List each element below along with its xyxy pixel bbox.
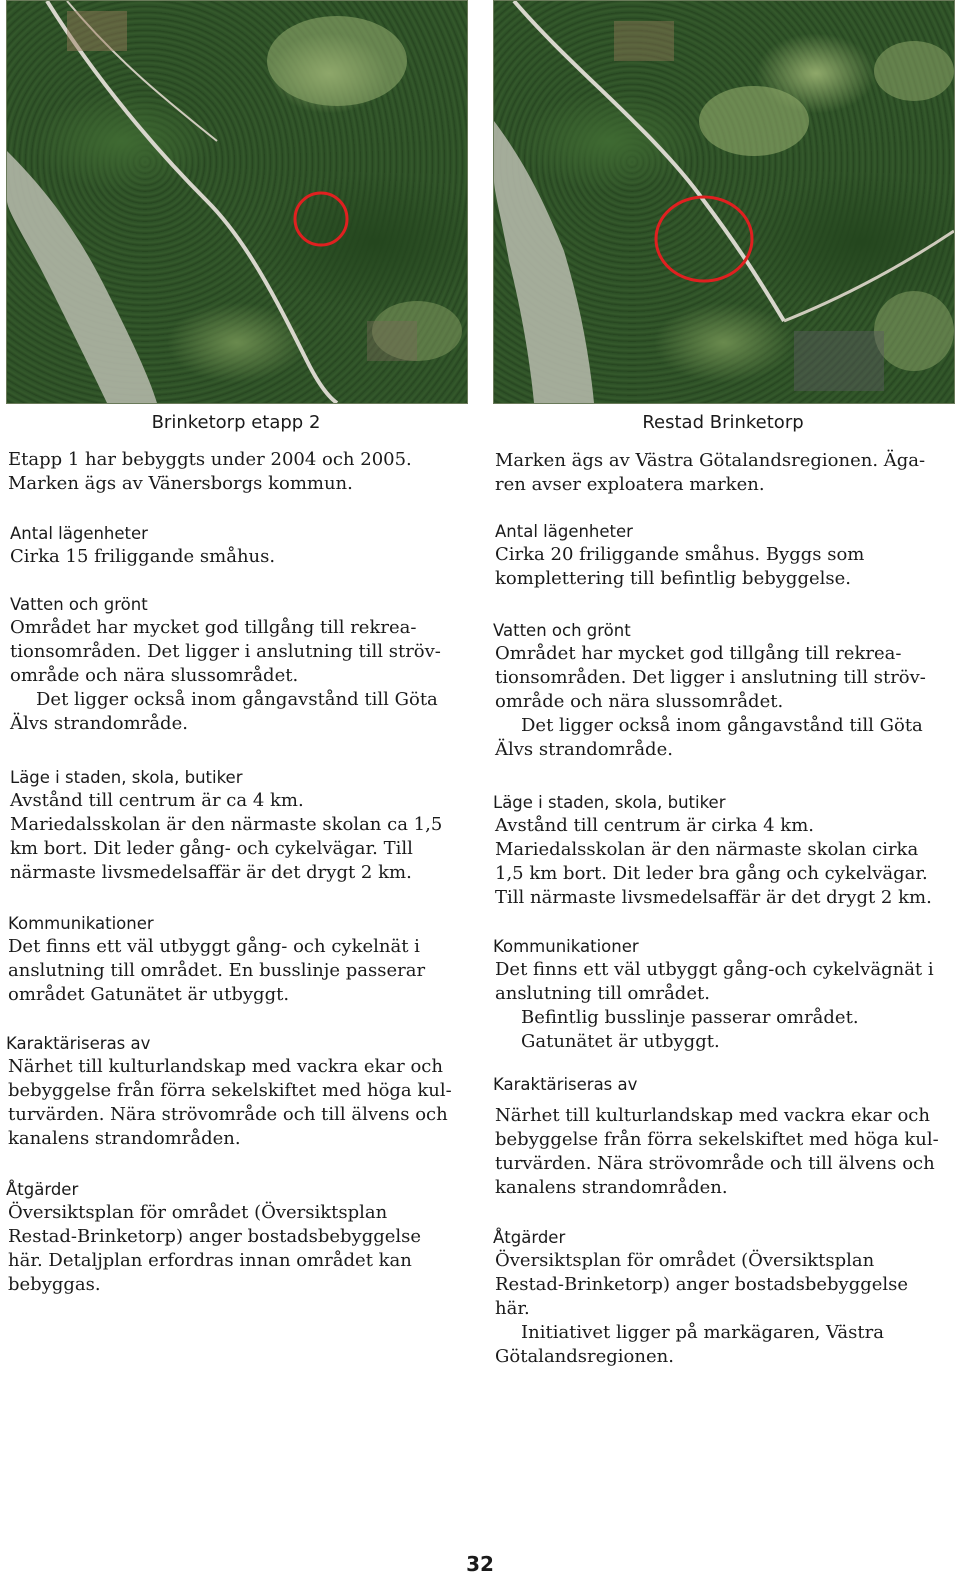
aerial-photo-overlay xyxy=(7,1,467,403)
section-heading: Kommunikationer xyxy=(493,937,639,956)
section-line: Cirka 20 friliggande småhus. Byggs som xyxy=(495,544,865,565)
section-heading: Antal lägenheter xyxy=(495,522,633,541)
section-line: kanalens strandområden. xyxy=(8,1128,241,1149)
section-line: Avstånd till centrum är ca 4 km. xyxy=(10,790,304,811)
section-heading: Läge i staden, skola, butiker xyxy=(10,768,243,787)
section-line: Området har mycket god tillgång till rekrea- xyxy=(495,643,902,664)
section-heading: Vatten och grönt xyxy=(493,621,631,640)
section-line: km bort. Dit leder gång- och cykelvägar. Till xyxy=(10,838,413,859)
aerial-photo-restad-brinketorp xyxy=(493,0,955,404)
section-line: Översiktsplan för området (Översiktsplan xyxy=(495,1250,875,1271)
intro-line: Marken ägs av Vänersborgs kommun. xyxy=(8,473,353,494)
photo-caption: Brinketorp etapp 2 xyxy=(151,412,321,433)
section-line: turvärden. Nära strövområde och till älvens och xyxy=(8,1104,448,1125)
section-line: här. xyxy=(495,1298,530,1319)
section-line: anslutning till området. En busslinje passerar xyxy=(8,960,426,981)
section-line: tionsområden. Det ligger i anslutning till ströv- xyxy=(495,667,926,688)
section-heading: Åtgärder xyxy=(6,1180,79,1199)
section-line: Restad-Brinketorp) anger bostadsbebyggelse xyxy=(8,1226,422,1247)
intro-line: Marken ägs av Västra Götalandsregionen. Äga- xyxy=(495,450,926,471)
intro-line: Etapp 1 har bebyggts under 2004 och 2005. xyxy=(8,449,412,470)
section-line: tionsområden. Det ligger i anslutning till ströv- xyxy=(10,641,441,662)
section-heading: Vatten och grönt xyxy=(10,595,148,614)
marker-circle xyxy=(295,193,347,245)
marker-circle xyxy=(656,197,752,281)
section-line: Älvs strandområde. xyxy=(10,713,188,734)
section-line: närmaste livsmedelsaffär är det drygt 2 km. xyxy=(10,862,412,883)
section-heading: Kommunikationer xyxy=(8,914,154,933)
photo-caption: Restad Brinketorp xyxy=(642,412,804,433)
section-line: Avstånd till centrum är cirka 4 km. xyxy=(495,815,814,836)
section-line: anslutning till området. xyxy=(495,983,710,1004)
section-line: Cirka 15 friliggande småhus. xyxy=(10,546,276,567)
aerial-photo-brinketorp-etapp-2 xyxy=(6,0,468,404)
aerial-photo-overlay xyxy=(494,1,954,403)
section-line: Det ligger också inom gångavstånd till Göta xyxy=(36,689,438,710)
right-text-block xyxy=(495,449,953,497)
section-line: Närhet till kulturlandskap med vackra ekar och xyxy=(8,1056,443,1077)
section-line: bebyggelse från förra sekelskiftet med höga kul- xyxy=(495,1129,939,1150)
section-heading: Antal lägenheter xyxy=(10,524,148,543)
section-line: kanalens strandområden. xyxy=(495,1177,728,1198)
section-line: Restad-Brinketorp) anger bostadsbebyggelse xyxy=(495,1274,909,1295)
section-line: området Gatunätet är utbyggt. xyxy=(8,984,290,1005)
section-line: Mariedalsskolan är den närmaste skolan cirka xyxy=(495,839,919,860)
section-line: Till närmaste livsmedelsaffär är det drygt 2 km. xyxy=(495,887,932,908)
section-line: Området har mycket god tillgång till rekrea- xyxy=(10,617,417,638)
section-line: bebyggas. xyxy=(8,1274,101,1295)
section-line: komplettering till befintlig bebyggelse. xyxy=(495,568,851,589)
section-heading: Åtgärder xyxy=(493,1228,566,1247)
section-heading: Karaktäriseras av xyxy=(6,1034,151,1053)
section-line: 1,5 km bort. Dit leder bra gång och cykelvägar. xyxy=(495,863,928,884)
section-line: Befintlig busslinje passerar området. xyxy=(521,1007,859,1028)
section-line: Det finns ett väl utbyggt gång- och cykelnät i xyxy=(8,936,420,957)
left-column xyxy=(6,0,466,1295)
section-line: Götalandsregionen. xyxy=(495,1346,674,1367)
section-line: Mariedalsskolan är den närmaste skolan ca 1,5 xyxy=(10,814,443,835)
section-line: här. Detaljplan erfordras innan området kan xyxy=(8,1250,412,1271)
section-line: turvärden. Nära strövområde och till älvens och xyxy=(495,1153,935,1174)
section-heading: Karaktäriseras av xyxy=(493,1075,638,1094)
section-line: Närhet till kulturlandskap med vackra ekar och xyxy=(495,1105,930,1126)
page-number: 32 xyxy=(466,1552,494,1576)
section-line: område och nära slussområdet. xyxy=(10,665,299,686)
section-line: område och nära slussområdet. xyxy=(495,691,784,712)
section-line: bebyggelse från förra sekelskiftet med höga kul- xyxy=(8,1080,452,1101)
right-column xyxy=(493,0,953,1367)
section-heading: Läge i staden, skola, butiker xyxy=(493,793,726,812)
intro-line: ren avser exploatera marken. xyxy=(495,474,765,495)
section-line: Översiktsplan för området (Översiktsplan xyxy=(8,1202,388,1223)
left-text-block xyxy=(8,448,466,496)
section-line: Det ligger också inom gångavstånd till Göta xyxy=(521,715,923,736)
section-line: Älvs strandområde. xyxy=(495,739,673,760)
section-line: Initiativet ligger på markägaren, Västra xyxy=(521,1322,884,1343)
section-line: Det finns ett väl utbyggt gång-och cykelvägnät i xyxy=(495,959,934,980)
section-line: Gatunätet är utbyggt. xyxy=(521,1031,720,1052)
